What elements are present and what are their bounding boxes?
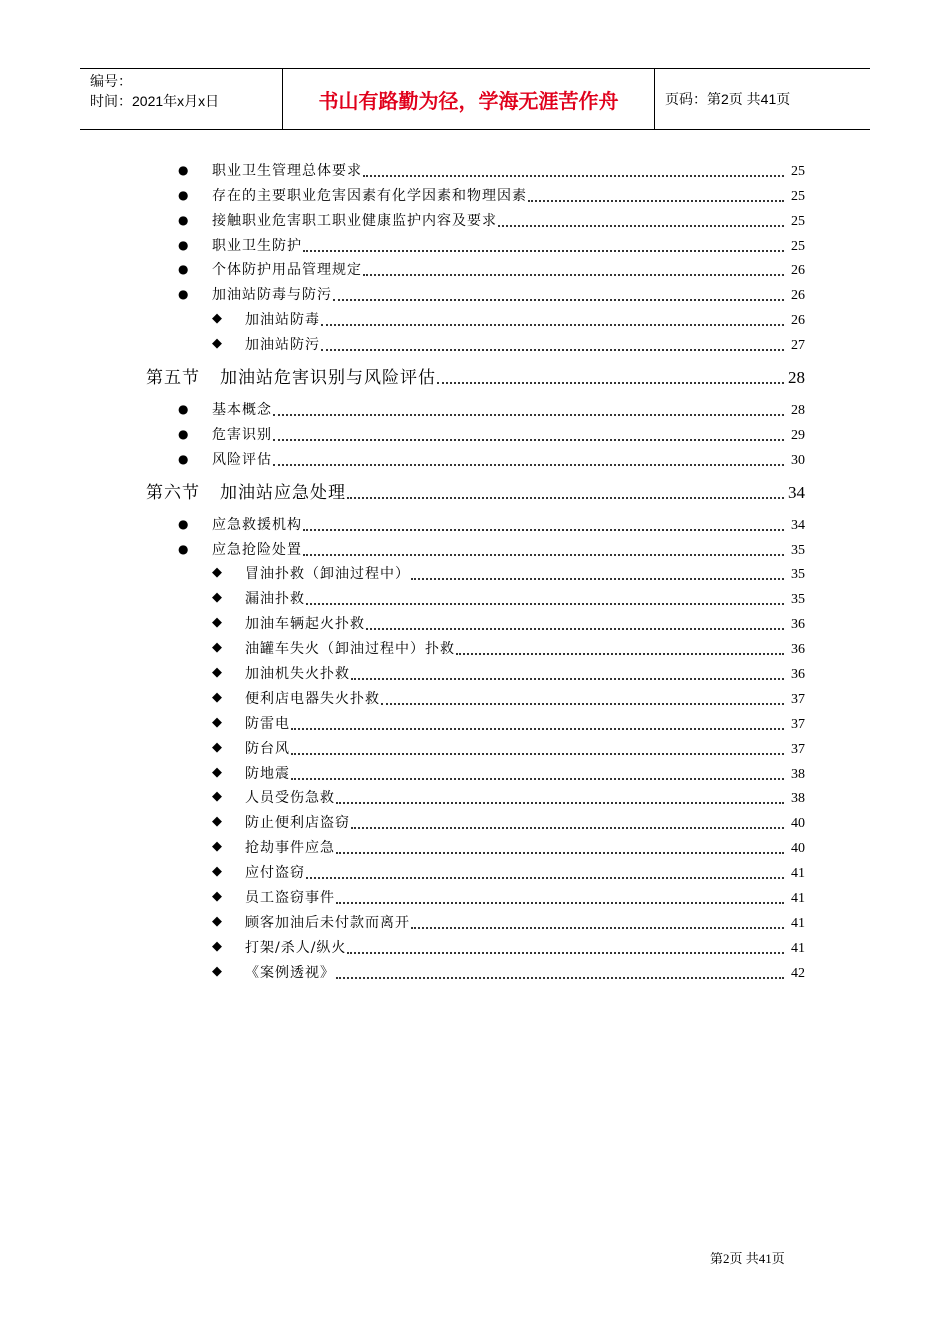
- toc-entry[interactable]: [0, 230, 950, 255]
- dot-leader: [363, 174, 784, 177]
- toc-entry-page: 41: [791, 891, 805, 907]
- toc-entry-title: 冒油扑救（卸油过程中）: [245, 566, 410, 583]
- diamond-bullet-icon: ◆: [212, 336, 222, 352]
- diamond-bullet-icon: ◆: [212, 689, 222, 705]
- toc-entry[interactable]: [0, 957, 950, 982]
- toc-entry-page: 29: [791, 427, 805, 443]
- toc-entry-title: 加油站危害识别与风险评估: [220, 368, 436, 389]
- dot-leader: [273, 463, 784, 466]
- toc-entry-title: 接触职业危害职工职业健康监护内容及要求: [212, 212, 497, 229]
- page-footer: 第2页 共41页: [710, 1251, 785, 1266]
- dot-leader: [498, 224, 784, 227]
- dot-leader: [336, 851, 784, 854]
- toc-entry-title: 加油站应急处理: [220, 482, 346, 503]
- dot-leader: [291, 727, 784, 730]
- section-number: 第六节: [146, 482, 200, 503]
- toc-entry-title: 防台风: [245, 740, 290, 757]
- diamond-bullet-icon: ◆: [212, 311, 222, 327]
- dot-leader: [273, 438, 784, 441]
- toc-entry-title: 《案例透视》: [245, 964, 335, 981]
- toc-entry-title: 应急救援机构: [212, 516, 302, 533]
- bullet-icon: ●: [178, 162, 189, 177]
- toc-entry-title: 加油站防毒与防污: [212, 287, 332, 304]
- diamond-bullet-icon: ◆: [212, 864, 222, 880]
- toc-entry[interactable]: [0, 608, 950, 633]
- toc-entry[interactable]: [0, 509, 950, 534]
- dot-leader: [303, 553, 784, 556]
- toc-entry-title: 加油机失火扑救: [245, 666, 350, 683]
- bullet-icon: ●: [178, 287, 189, 302]
- toc-entry[interactable]: [0, 633, 950, 658]
- toc-entry-title: 油罐车失火（卸油过程中）扑救: [245, 641, 455, 658]
- dot-leader: [321, 323, 784, 326]
- dot-leader: [366, 627, 784, 630]
- toc-entry[interactable]: [0, 279, 950, 304]
- toc-entry[interactable]: [0, 583, 950, 608]
- toc-entry-page: 25: [791, 163, 805, 179]
- toc-entry-title: 顾客加油后未付款而离开: [245, 914, 410, 931]
- toc-entry-title: 漏油扑救: [245, 591, 305, 608]
- toc-entry-title: 加油站防污: [245, 337, 320, 354]
- toc-entry-page: 37: [791, 741, 805, 757]
- toc-entry-title: 基本概念: [212, 402, 272, 419]
- toc-entry-title: 防地震: [245, 765, 290, 782]
- diamond-bullet-icon: ◆: [212, 565, 222, 581]
- toc-entry[interactable]: [0, 807, 950, 832]
- toc-entry[interactable]: [0, 882, 950, 907]
- toc-entry-page: 25: [791, 188, 805, 204]
- bullet-icon: ●: [178, 402, 189, 417]
- toc-entry-page: 36: [791, 667, 805, 683]
- toc-entry-title: 加油站防毒: [245, 312, 320, 329]
- toc-entry-page: 41: [791, 866, 805, 882]
- dot-leader: [351, 826, 784, 829]
- toc-entry-page: 41: [791, 915, 805, 931]
- bullet-icon: ●: [178, 262, 189, 277]
- dot-leader: [456, 652, 784, 655]
- toc-entry-page: 38: [791, 766, 805, 782]
- toc-entry-page: 28: [788, 368, 805, 388]
- diamond-bullet-icon: ◆: [212, 764, 222, 780]
- diamond-bullet-icon: ◆: [212, 714, 222, 730]
- toc-entry[interactable]: [0, 658, 950, 683]
- section-number: 第五节: [146, 368, 200, 389]
- toc-entry-title: 职业卫生防护: [212, 237, 302, 254]
- toc-entry-page: 25: [791, 213, 805, 229]
- dot-leader: [333, 298, 784, 301]
- diamond-bullet-icon: ◆: [212, 789, 222, 805]
- diamond-bullet-icon: ◆: [212, 814, 222, 830]
- diamond-bullet-icon: ◆: [212, 913, 222, 929]
- diamond-bullet-icon: ◆: [212, 739, 222, 755]
- toc-entry-title: 风险评估: [212, 451, 272, 468]
- toc-entry-page: 41: [791, 940, 805, 956]
- toc-entry[interactable]: [0, 534, 950, 559]
- toc-entry[interactable]: [0, 857, 950, 882]
- bullet-icon: ●: [178, 237, 189, 252]
- bullet-icon: ●: [178, 187, 189, 202]
- header-meta: [80, 69, 282, 129]
- toc-entry-page: 42: [791, 965, 805, 981]
- dot-leader: [411, 577, 784, 580]
- dot-leader: [437, 381, 784, 384]
- toc-entry-page: 27: [791, 338, 805, 354]
- toc-entry-page: 26: [791, 288, 805, 304]
- toc-entry-page: 40: [791, 841, 805, 857]
- document-number-label: 编号：: [90, 73, 132, 89]
- toc-entry[interactable]: [0, 932, 950, 957]
- toc-entry-page: 25: [791, 238, 805, 254]
- toc-entry-page: 37: [791, 716, 805, 732]
- toc-entry[interactable]: [0, 832, 950, 857]
- toc-entry-page: 30: [791, 452, 805, 468]
- toc-entry-title: 员工盗窃事件: [245, 890, 335, 907]
- toc-entry-page: 26: [791, 313, 805, 329]
- toc-section-entry[interactable]: [0, 354, 950, 388]
- diamond-bullet-icon: ◆: [212, 938, 222, 954]
- toc-entry-page: 38: [791, 791, 805, 807]
- dot-leader: [303, 528, 784, 531]
- toc-entry-page: 35: [791, 592, 805, 608]
- header-motto: 书山有路勤为径，学海无涯苦作舟: [282, 69, 655, 129]
- dot-leader: [336, 801, 784, 804]
- dot-leader: [411, 926, 784, 929]
- toc-entry[interactable]: [0, 155, 950, 180]
- dot-leader: [291, 777, 784, 780]
- toc-entry-title: 打架/杀人/纵火: [245, 939, 347, 956]
- toc-entry-title: 个体防护用品管理规定: [212, 262, 362, 279]
- toc-entry-page: 28: [791, 403, 805, 419]
- toc-entry[interactable]: [0, 255, 950, 280]
- diamond-bullet-icon: ◆: [212, 665, 222, 681]
- dot-leader: [347, 951, 784, 954]
- toc-entry-page: 26: [791, 263, 805, 279]
- dot-leader: [321, 348, 784, 351]
- bullet-icon: ●: [178, 516, 189, 531]
- toc-entry[interactable]: [0, 329, 950, 354]
- toc-entry[interactable]: [0, 444, 950, 469]
- toc-entry[interactable]: [0, 205, 950, 230]
- table-of-contents: [0, 155, 950, 982]
- bullet-icon: ●: [178, 451, 189, 466]
- toc-entry[interactable]: [0, 559, 950, 584]
- dot-leader: [306, 876, 784, 879]
- dot-leader: [336, 901, 784, 904]
- bullet-icon: ●: [178, 212, 189, 227]
- toc-section-entry[interactable]: [0, 469, 950, 503]
- toc-entry-page: 36: [791, 617, 805, 633]
- toc-entry-title: 危害识别: [212, 426, 272, 443]
- diamond-bullet-icon: ◆: [212, 640, 222, 656]
- toc-entry[interactable]: [0, 419, 950, 444]
- toc-entry[interactable]: [0, 304, 950, 329]
- dot-leader: [336, 976, 784, 979]
- toc-entry-page: 34: [791, 517, 805, 533]
- toc-entry[interactable]: [0, 783, 950, 808]
- bullet-icon: ●: [178, 541, 189, 556]
- toc-entry[interactable]: [0, 758, 950, 783]
- toc-entry-title: 存在的主要职业危害因素有化学因素和物理因素: [212, 187, 527, 204]
- toc-entry-title: 应急抢险处置: [212, 541, 302, 558]
- toc-entry[interactable]: [0, 733, 950, 758]
- toc-entry-page: 34: [788, 482, 805, 502]
- dot-leader: [351, 677, 784, 680]
- toc-entry-title: 加油车辆起火扑救: [245, 616, 365, 633]
- diamond-bullet-icon: ◆: [212, 615, 222, 631]
- document-date: 时间：2021年x月x日: [90, 93, 220, 109]
- toc-entry-title: 职业卫生管理总体要求: [212, 162, 362, 179]
- toc-entry-title: 抢劫事件应急: [245, 840, 335, 857]
- toc-entry-title: 便利店电器失火扑救: [245, 690, 380, 707]
- toc-entry[interactable]: [0, 708, 950, 733]
- dot-leader: [363, 273, 784, 276]
- toc-entry-page: 35: [791, 542, 805, 558]
- dot-leader: [303, 249, 784, 252]
- dot-leader: [291, 752, 784, 755]
- dot-leader: [273, 413, 784, 416]
- diamond-bullet-icon: ◆: [212, 839, 222, 855]
- page-header: [80, 68, 870, 130]
- header-page-info: 页码：第2页 共41页: [665, 91, 791, 107]
- toc-entry-title: 应付盗窃: [245, 865, 305, 882]
- dot-leader: [347, 496, 784, 499]
- dot-leader: [528, 199, 784, 202]
- toc-entry[interactable]: [0, 907, 950, 932]
- toc-entry-title: 防止便利店盗窃: [245, 815, 350, 832]
- dot-leader: [381, 702, 784, 705]
- diamond-bullet-icon: ◆: [212, 590, 222, 606]
- toc-entry[interactable]: [0, 180, 950, 205]
- toc-entry[interactable]: [0, 683, 950, 708]
- toc-entry-page: 36: [791, 642, 805, 658]
- toc-entry-page: 37: [791, 691, 805, 707]
- toc-entry[interactable]: [0, 394, 950, 419]
- toc-entry-page: 40: [791, 816, 805, 832]
- toc-entry-title: 防雷电: [245, 715, 290, 732]
- toc-entry-page: 35: [791, 567, 805, 583]
- diamond-bullet-icon: ◆: [212, 889, 222, 905]
- toc-entry-title: 人员受伤急救: [245, 790, 335, 807]
- diamond-bullet-icon: ◆: [212, 963, 222, 979]
- dot-leader: [306, 602, 784, 605]
- bullet-icon: ●: [178, 426, 189, 441]
